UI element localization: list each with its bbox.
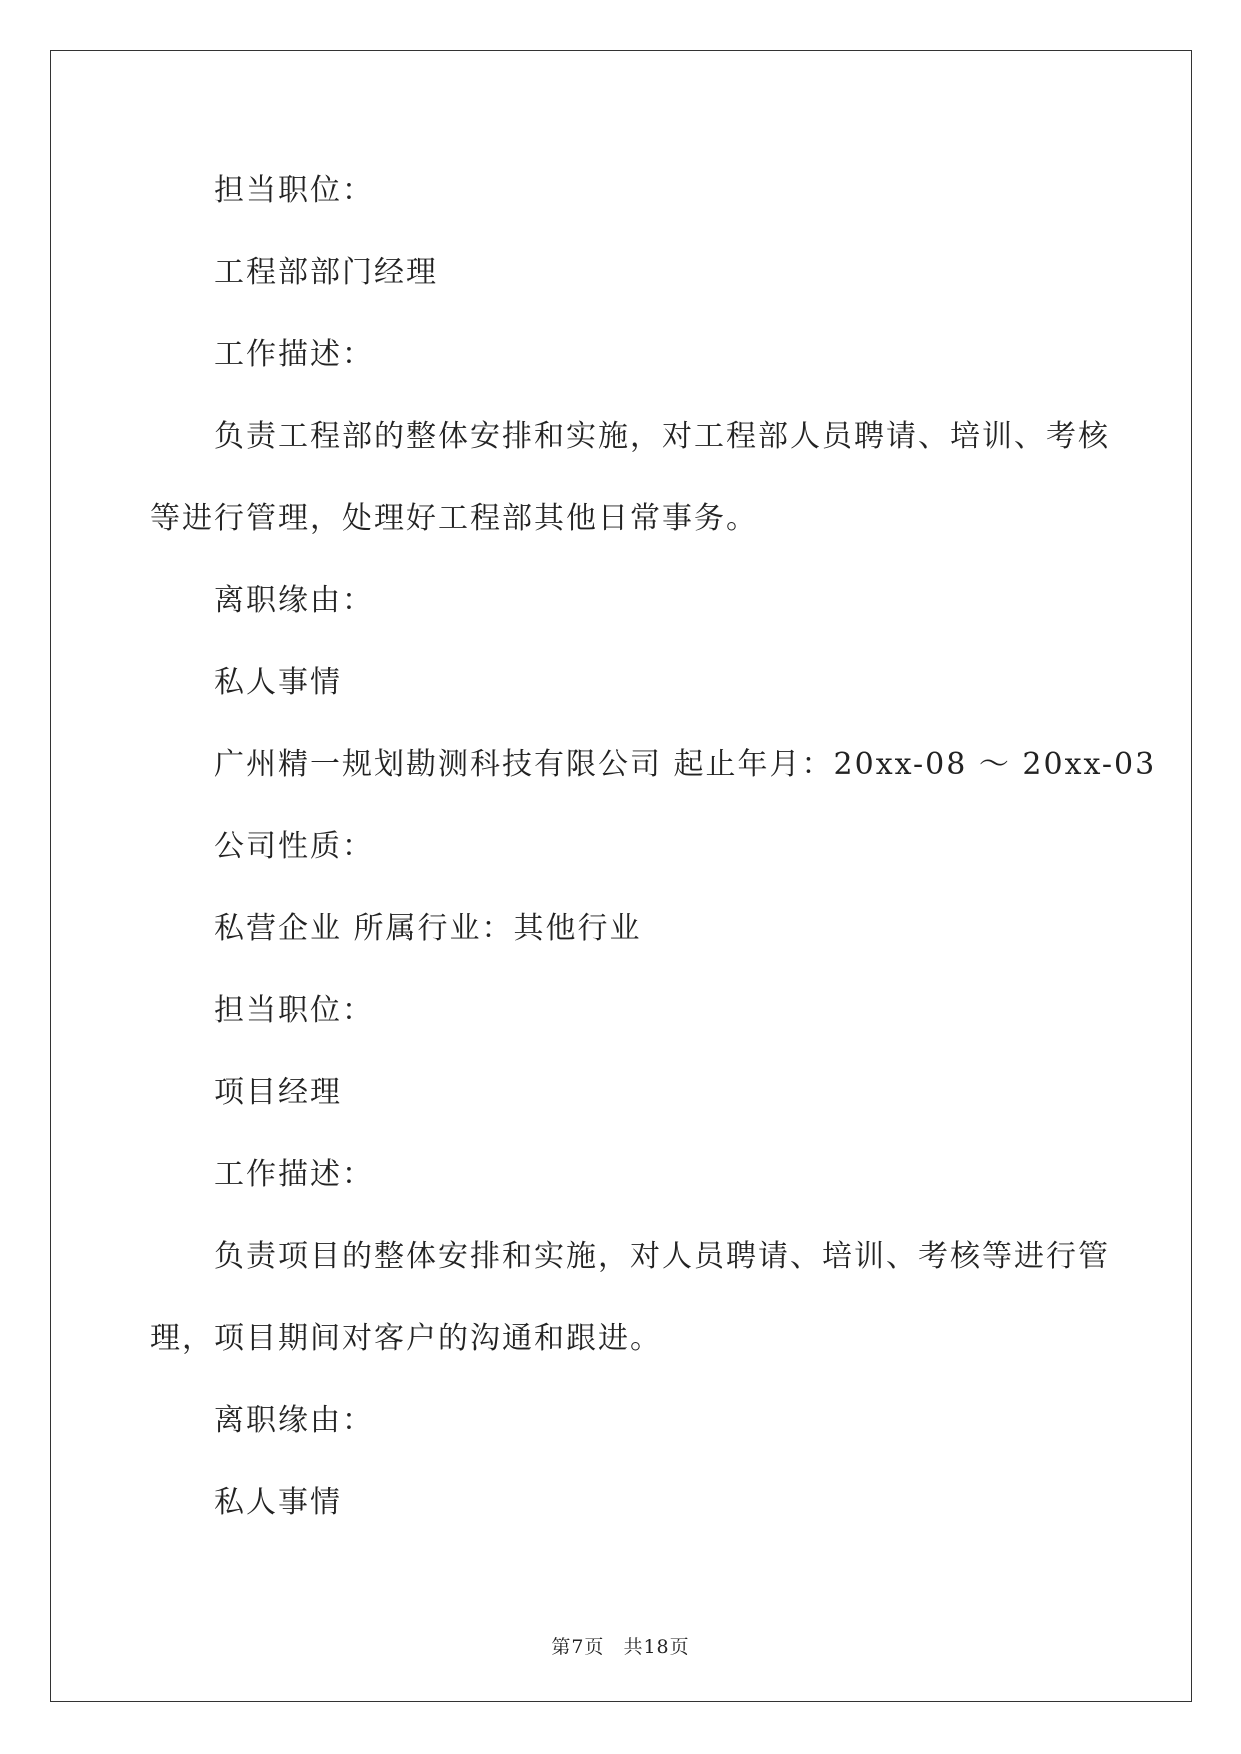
document-body	[150, 150, 1157, 1544]
paragraph: 担当职位：	[214, 173, 374, 208]
paragraph: 负责项目的整体安排和实施，对人员聘请、培训、考核等进行管	[214, 1239, 1110, 1274]
paragraph: 工程部部门经理	[214, 255, 438, 290]
page-total: 共18页	[623, 1636, 690, 1658]
paragraph: 广州精一规划勘测科技有限公司 起止年月：20xx-08 ～ 20xx-03	[214, 747, 1157, 782]
paragraph: 工作描述：	[214, 1157, 374, 1192]
paragraph: 工作描述：	[214, 337, 374, 372]
paragraph: 项目经理	[214, 1075, 342, 1110]
paragraph: 担当职位：	[214, 993, 374, 1028]
page-footer	[0, 1632, 1241, 1659]
page-number: 第7页	[551, 1636, 605, 1658]
paragraph: 离职缘由：	[214, 1403, 374, 1438]
paragraph: 私营企业 所属行业：其他行业	[214, 911, 642, 946]
paragraph: 私人事情	[214, 1485, 342, 1520]
paragraph: 负责工程部的整体安排和实施，对工程部人员聘请、培训、考核	[214, 419, 1110, 454]
paragraph: 公司性质：	[214, 829, 374, 864]
paragraph-continuation: 理，项目期间对客户的沟通和跟进。	[150, 1321, 662, 1356]
paragraph: 离职缘由：	[214, 583, 374, 618]
paragraph: 私人事情	[214, 665, 342, 700]
paragraph-continuation: 等进行管理，处理好工程部其他日常事务。	[150, 501, 758, 536]
